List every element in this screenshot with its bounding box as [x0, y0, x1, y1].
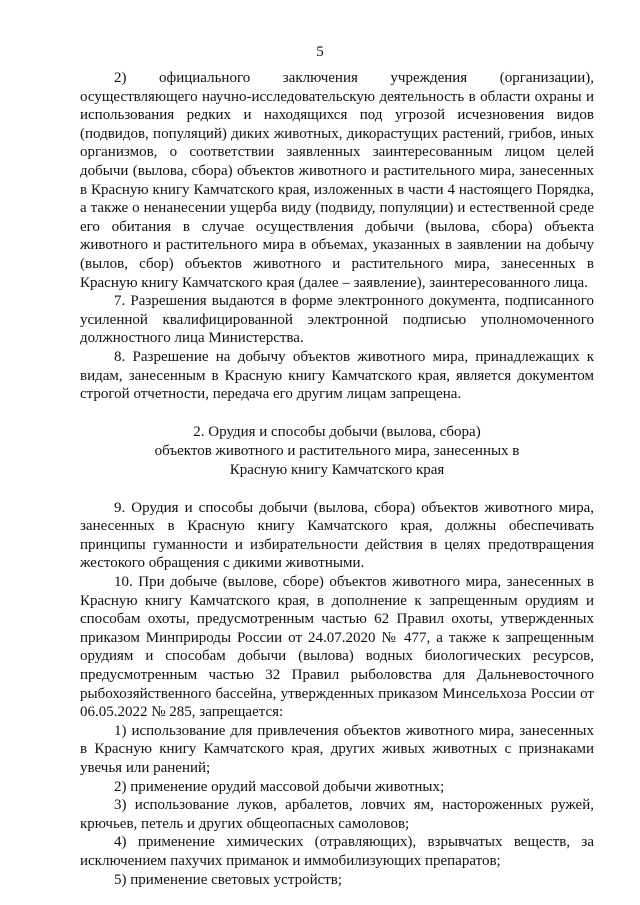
list-item: 5) применение световых устройств; [114, 871, 343, 888]
section-heading-line: Красную книгу Камчатского края [229, 461, 445, 478]
section-heading-line: объектов животного и растительного мира, занесенных в [154, 442, 520, 459]
paragraph: 9. Орудия и способы добычи (вылова, сбора) объектов животного мира, занесенных в Красную книгу Камчатского края, должны обеспечивать принципы гуманности и избирательности действия в целях предотвращения жестокого обращения с дикими животными. [80, 499, 594, 572]
section-heading [80, 423, 594, 480]
paragraph: 2) официального заключения учреждения (организации), осуществляющего научно-исследовательскую деятельность в области охраны и использования редких и находящихся под угрозой исчезновения видов (подвидов, популяций) диких животных, дикорастущих растений, грибов, иных организмов, о соответствии заявленных заинтересованным лицом целей добычи (вылова, сбора) объектов животного и растительного мира, занесенных в Красную книгу Камчатского края, изложенных в части 4 настоящего Порядка, а также о ненанесении ущерба виду (подвиду, популяции) и естественной среде его обитания в случае осуществления добычи (вылова, сбора) объекта животного и растительного мира в объемах, указанных в заявлении на добычу (вылов, сбор) объектов животного и растительного мира, занесенных в Красную книгу Камчатского края (далее – заявление), заинтересованного лица. [80, 70, 594, 291]
list-item: 2) применение орудий массовой добычи животных; [114, 778, 445, 795]
paragraph: 10. При добыче (вылове, сборе) объектов животного мира, занесенных в Красную книгу Камчатского края, в дополнение к запрещенным орудиям и способам охоты, предусмотренным частью 62 Правил охоты, утвержденных приказом Минприроды России от 24.07.2020 № 477, а также к запрещенным орудиям и способам добычи (вылова) водных биологических ресурсов, предусмотренным частью 32 Правил рыболовства для Дальневосточного рыбохозяйственного бассейна, утвержденных приказом Минсельхоза России от 06.05.2022 № 285, запрещается: [80, 574, 594, 721]
list-item: 3) использование луков, арбалетов, ловчих ям, настороженных ружей, крючьев, петель и других общеопасных самоловов; [80, 797, 594, 832]
section-heading-line: 2. Орудия и способы добычи (вылова, сбора) [193, 423, 481, 440]
page-number: 5 [316, 44, 324, 60]
paragraph: 7. Разрешения выдаются в форме электронного документа, подписанного усиленной квалифицированной электронной подписью уполномоченного должностного лица Министерства. [80, 293, 594, 347]
list-item: 4) применение химических (отравляющих), взрывчатых веществ, за исключением пахучих приманок и иммобилизующих препаратов; [80, 834, 594, 869]
list-item: 1) использование для привлечения объектов животного мира, занесенных в Красную книгу Камчатского края, других живых животных с признаками увечья или ранений; [80, 722, 594, 776]
paragraph: 8. Разрешение на добычу объектов животного мира, принадлежащих к видам, занесенным в Красную книгу Камчатского края, является документом строгой отчетности, передача его другим лицам запрещена. [80, 348, 594, 403]
document-body [80, 69, 594, 889]
